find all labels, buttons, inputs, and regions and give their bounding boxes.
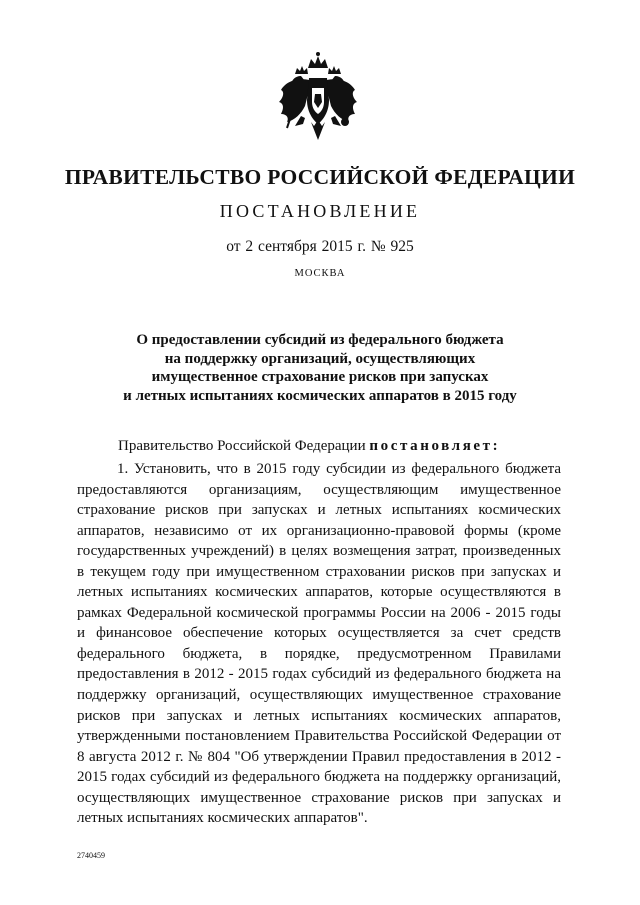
paragraph-1: 1. Установить, что в 2015 году субсидии из федерального бюджета предоставляются организациям, осуществляющим имущественное страхование рисков при запусках и летных испытаниях космических аппаратов, независимо от их организационно-правовой формы (кроме государственных учреждений) в целях возмещения затрат, произведенных в текущем году при имущественном страховании рисков при запусках и летных испытаниях космических аппаратов, которые осуществляются в рамках Федеральной космической программы России на 2006 - 2015 годы и финансовое обеспечение которых осуществляется за счет средств федерального бюджета, в порядке, предусмотренном Правилами предоставления в 2012 - 2015 годах субсидий из федерального бюджета на поддержку организаций, осуществляющих имущественное страхование рисков при запусках и летных испытаниях космических аппаратов, утвержденными постановлением Правительства Российской Федерации от 8 августа 2012 г. № 804 "Об утверждении Правил предоставления в 2012 - 2015 годах субсидий из федерального бюджета на поддержку организаций, осуществляющих имущественное страхование рисков при запусках и летных испытаниях космических аппаратов". [77, 461, 561, 827]
preamble-text: Правительство Российской Федерации [118, 438, 366, 454]
preamble-verb: постановляет: [369, 438, 501, 454]
government-title: ПРАВИТЕЛЬСТВО РОССИЙСКОЙ ФЕДЕРАЦИИ [64, 165, 576, 189]
document-type: ПОСТАНОВЛЕНИЕ [219, 201, 421, 221]
document-id: 2740459 [77, 851, 105, 860]
subject-line: О предоставлении субсидий из федерального бюджета [136, 332, 504, 348]
subject-line: и летных испытаниях космических аппаратов в 2015 году [123, 387, 517, 404]
preamble [118, 438, 500, 455]
document-subject [0, 331, 640, 405]
document-body [77, 459, 561, 829]
subject-line: на поддержку организаций, осуществляющих [164, 350, 476, 367]
subject-line: имущественное страхование рисков при запусках [151, 369, 489, 386]
document-date-number: от 2 сентября 2015 г. № 925 [226, 238, 414, 255]
document-city: МОСКВА [294, 268, 346, 279]
coat-of-arms-icon [275, 50, 361, 144]
